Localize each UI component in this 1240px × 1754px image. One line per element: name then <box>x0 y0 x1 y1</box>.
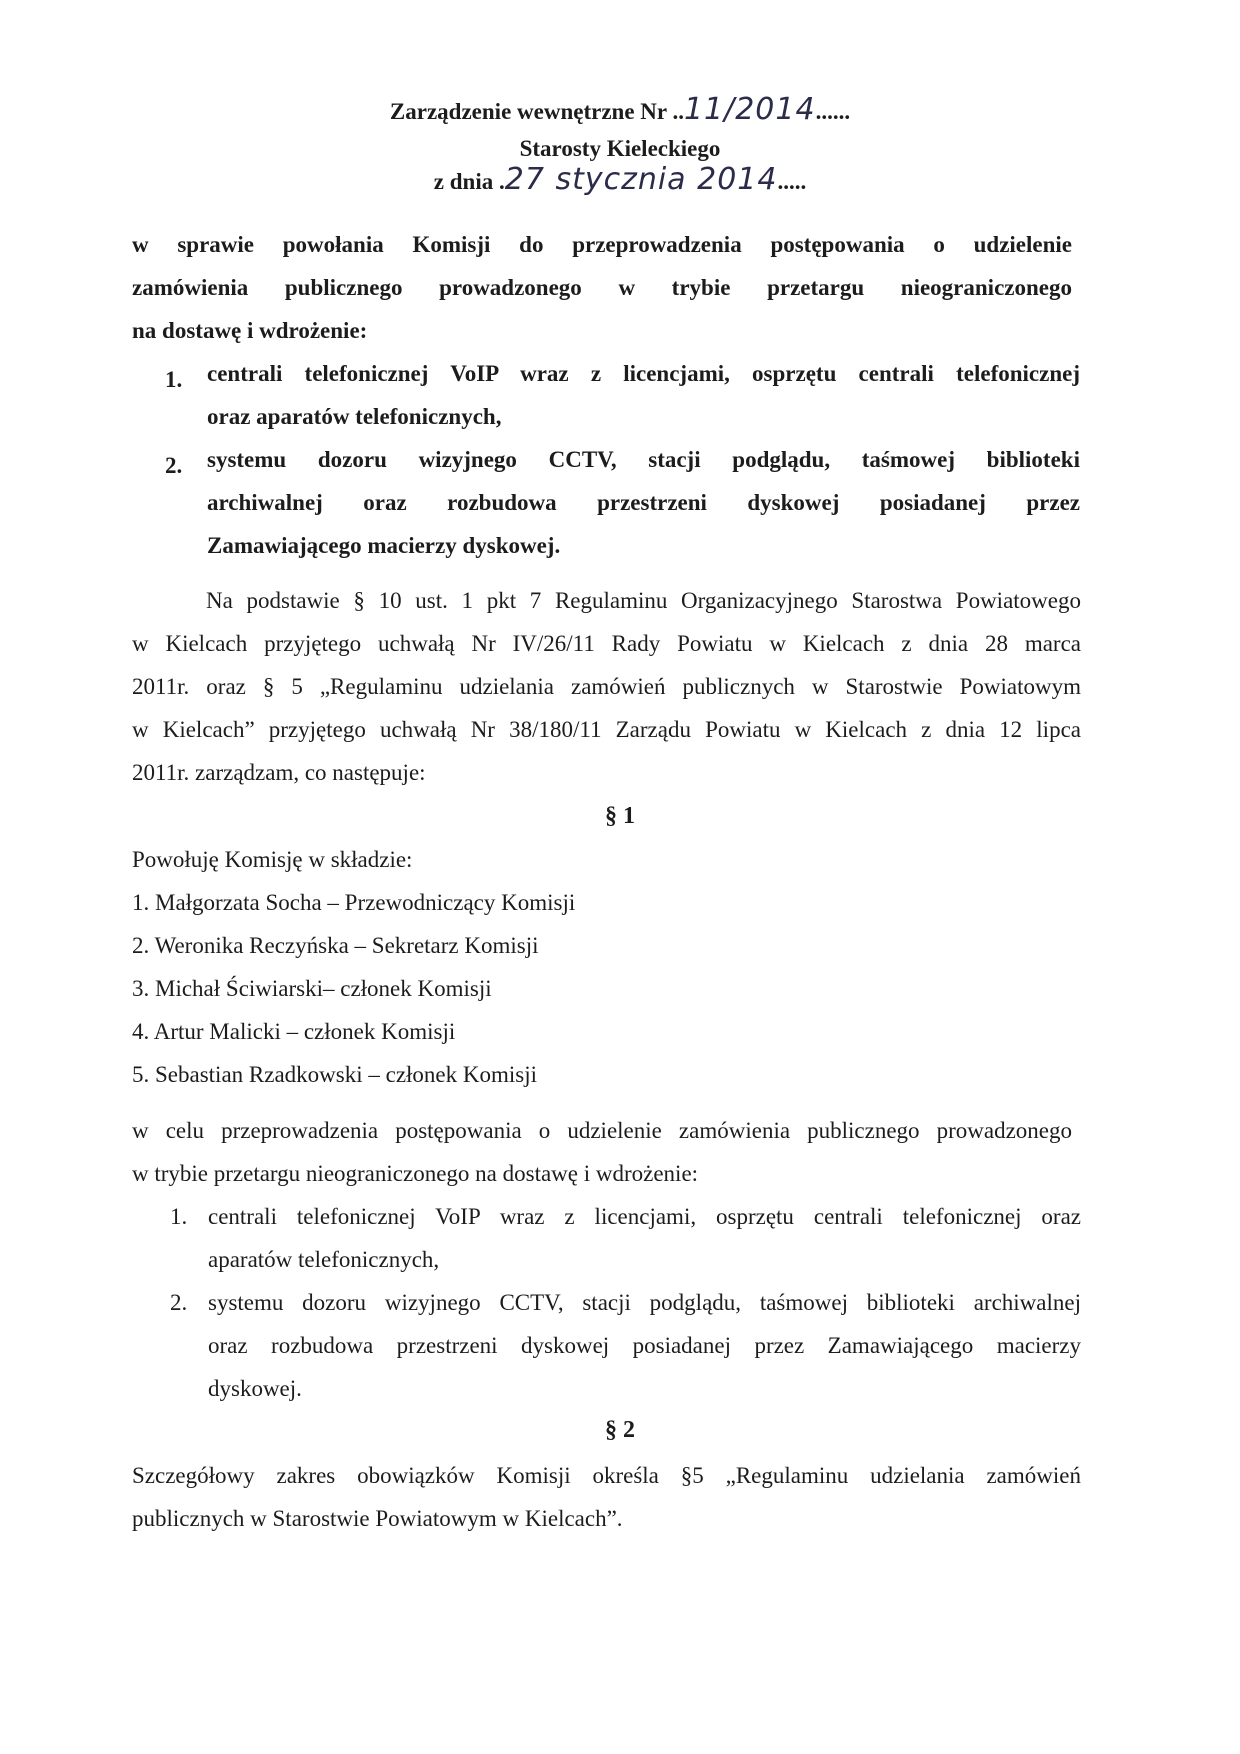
date-dots-before: . <box>498 169 505 194</box>
document-title <box>0 92 1240 127</box>
legal-basis-line-4: w Kielcach” przyjętego uchwałą Nr 38/180/11 Zarządu Powiatu w Kielcach z dnia 12 lipca <box>132 717 1081 742</box>
member-2: 2. Weronika Reczyńska – Sekretarz Komisji <box>132 933 539 958</box>
date-dots-after: ..... <box>777 169 807 194</box>
legal-basis-line-2: w Kielcach przyjętego uchwałą Nr IV/26/11 Rady Powiatu w Kielcach z dnia 28 marca <box>132 631 1081 656</box>
purpose-item-1-line-1: centrali telefonicznej VoIP wraz z licencjami, osprzętu centrali telefonicznej oraz <box>208 1204 1081 1229</box>
section-2-line-1: Szczegółowy zakres obowiązków Komisji określa §5 „Regulaminu udzielania zamówień <box>132 1463 1081 1488</box>
subject-item-2-number: 2. <box>165 453 183 478</box>
member-5: 5. Sebastian Rzadkowski – członek Komisji <box>132 1062 537 1087</box>
subject-item-1-number: 1. <box>165 367 183 392</box>
title-dots-after: ...... <box>815 99 851 124</box>
handwritten-date: 27 stycznia 2014 <box>504 162 778 197</box>
subject-line-3: na dostawę i wdrożenie: <box>132 318 368 343</box>
purpose-item-2-line-3: dyskowej. <box>208 1376 302 1401</box>
purpose-item-2-line-1: systemu dozoru wizyjnego CCTV, stacji podglądu, taśmowej biblioteki archiwalnej <box>208 1290 1081 1315</box>
purpose-item-1-number: 1. <box>170 1204 188 1229</box>
date-prefix: z dnia <box>433 169 494 194</box>
document-date <box>0 162 1240 197</box>
subject-line-2: zamówienia publicznego prowadzonego w trybie przetargu nieograniczonego <box>132 275 1072 300</box>
member-3: 3. Michał Ściwiarski– członek Komisji <box>132 976 492 1001</box>
subject-item-2-line-1: systemu dozoru wizyjnego CCTV, stacji podglądu, taśmowej biblioteki <box>207 447 1080 472</box>
legal-basis-line-3: 2011r. oraz § 5 „Regulaminu udzielania zamówień publicznych w Starostwie Powiatowym <box>132 674 1081 699</box>
subject-item-1-line-2: oraz aparatów telefonicznych, <box>207 404 502 429</box>
purpose-line-1: w celu przeprowadzenia postępowania o udzielenie zamówienia publicznego prowadzonego <box>132 1118 1072 1143</box>
title-prefix: Zarządzenie wewnętrzne Nr <box>389 99 667 124</box>
title-dots-before: .. <box>672 99 684 124</box>
section-1-intro: Powołuję Komisję w składzie: <box>132 847 413 872</box>
handwritten-number: 11/2014 <box>683 92 816 127</box>
purpose-item-2-number: 2. <box>170 1290 188 1315</box>
legal-basis-line-5: 2011r. zarządzam, co następuje: <box>132 760 426 785</box>
section-2-heading: § 2 <box>605 1417 635 1443</box>
member-4: 4. Artur Malicki – członek Komisji <box>132 1019 456 1044</box>
subject-item-1-line-1: centrali telefonicznej VoIP wraz z licencjami, osprzętu centrali telefonicznej <box>207 361 1080 386</box>
section-1-heading: § 1 <box>605 803 635 829</box>
subject-item-2-line-3: Zamawiającego macierzy dyskowej. <box>207 533 561 558</box>
legal-basis-line-1: Na podstawie § 10 ust. 1 pkt 7 Regulaminu Organizacyjnego Starostwa Powiatowego <box>206 588 1081 613</box>
purpose-item-2-line-2: oraz rozbudowa przestrzeni dyskowej posiadanej przez Zamawiającego macierzy <box>208 1333 1081 1358</box>
section-2-line-2: publicznych w Starostwie Powiatowym w Kielcach”. <box>132 1506 623 1531</box>
subject-item-2-line-2: archiwalnej oraz rozbudowa przestrzeni dyskowej posiadanej przez <box>207 490 1080 515</box>
purpose-line-2: w trybie przetargu nieograniczonego na dostawę i wdrożenie: <box>132 1161 699 1186</box>
issuing-authority: Starosty Kieleckiego <box>519 136 721 161</box>
member-1: 1. Małgorzata Socha – Przewodniczący Komisji <box>132 890 576 915</box>
purpose-item-1-line-2: aparatów telefonicznych, <box>208 1247 440 1272</box>
subject-line-1: w sprawie powołania Komisji do przeprowadzenia postępowania o udzielenie <box>132 232 1072 257</box>
